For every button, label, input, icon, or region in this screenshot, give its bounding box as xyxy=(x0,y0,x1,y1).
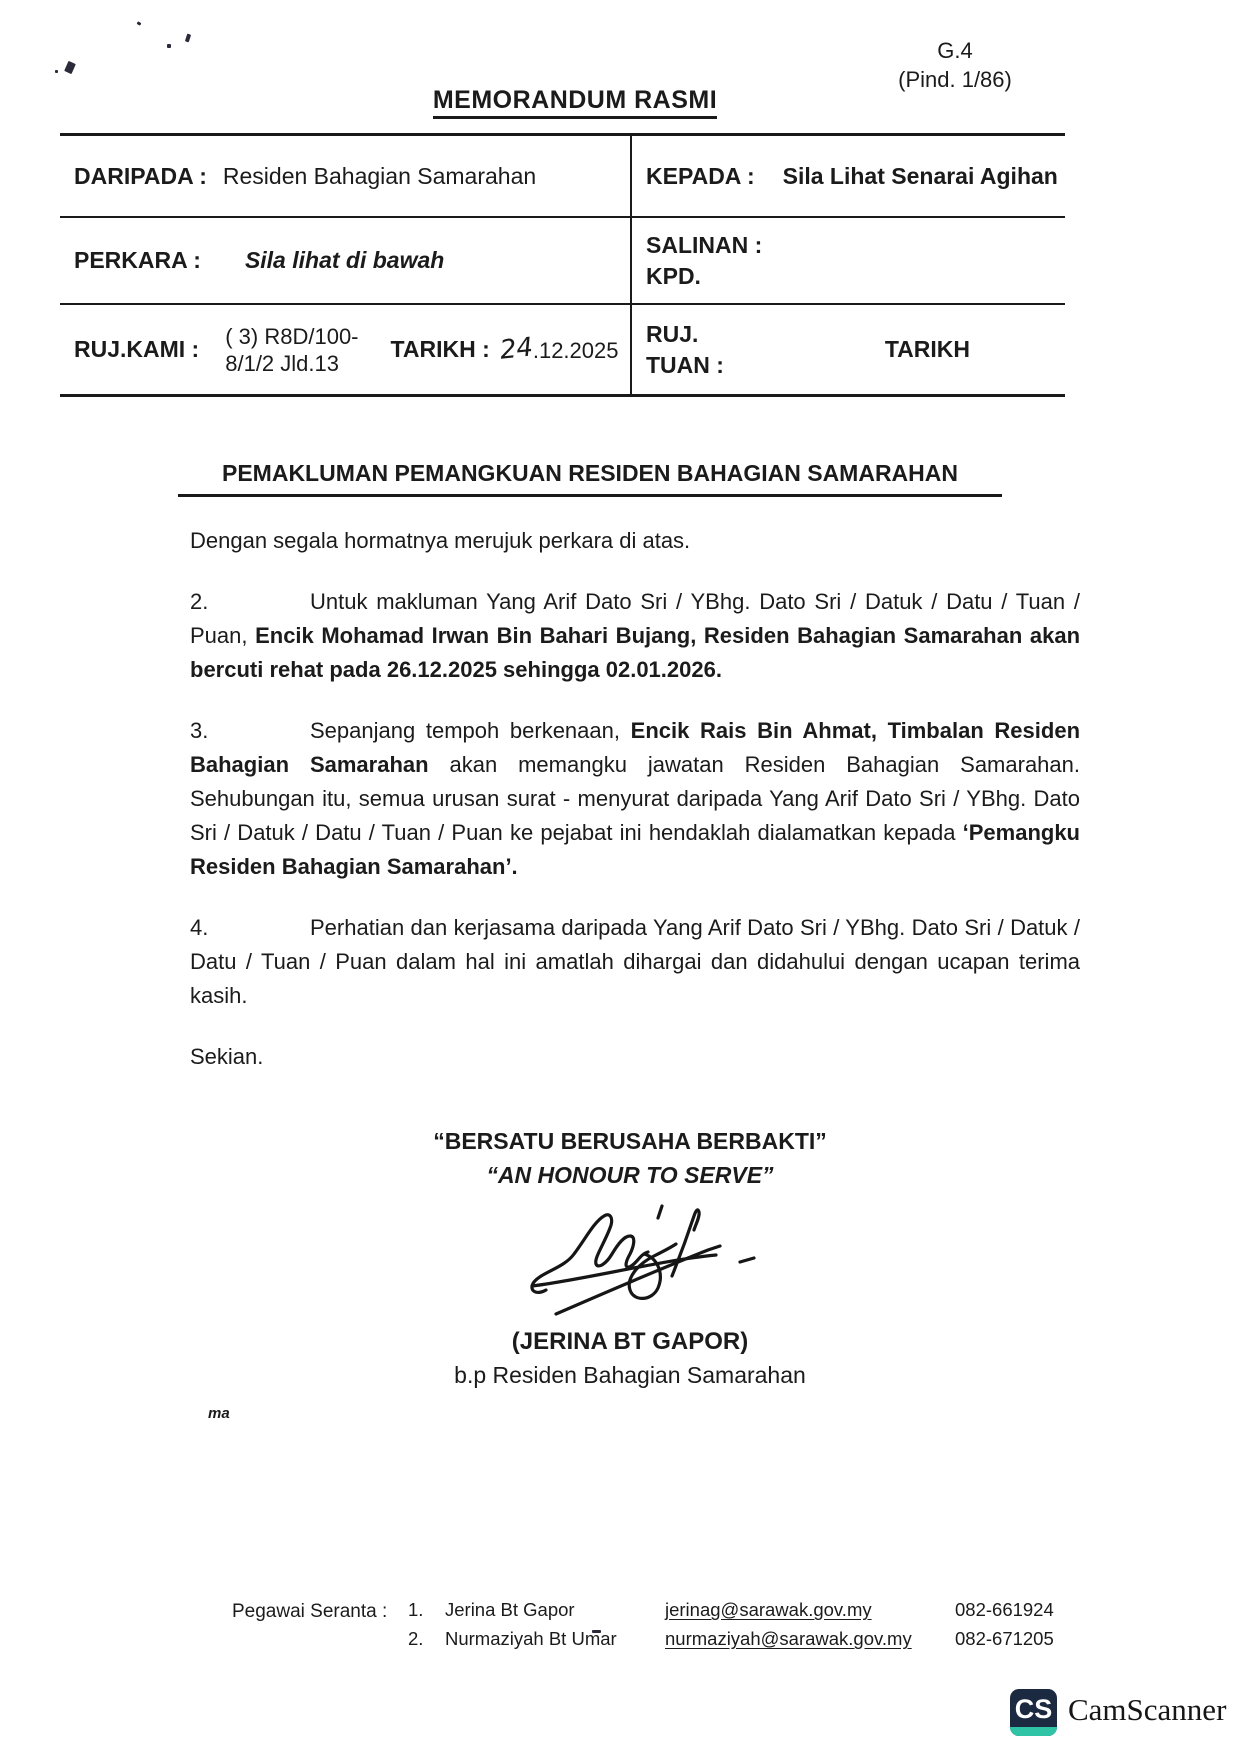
liaison-officer-row xyxy=(0,1599,1240,1625)
table-row-ref-date xyxy=(60,305,1065,397)
memo-body xyxy=(190,524,1080,1101)
salinan-label: SALINAN : xyxy=(646,231,763,258)
officer-email: jerinag@sarawak.gov.my xyxy=(665,1599,872,1620)
officer-number: 2. xyxy=(408,1628,424,1649)
tarikh-right-label: TARIKH xyxy=(884,336,970,362)
motto-line-1: “BERSATU BERUSAHA BERBAKTI” xyxy=(433,1128,827,1154)
scan-speck xyxy=(55,70,58,73)
paragraph-number: 2. xyxy=(190,589,209,614)
officer-name: Jerina Bt Gapor xyxy=(445,1599,575,1620)
cell-ruj-kami xyxy=(60,305,632,394)
camscanner-badge-text: CS xyxy=(1014,1694,1053,1724)
officer-number: 1. xyxy=(408,1599,424,1620)
paragraph-1: Dengan segala hormatnya merujuk perkara di atas. xyxy=(190,528,691,553)
paragraph-4: 4. Perhatian dan kerjasama daripada Yang Arif Dato Sri / YBhg. Dato Sri / Datuk / Datu / Tuan / Puan dalam hal ini amatlah dihargai dan didahului dengan ucapan terima kasih. xyxy=(190,911,1080,1013)
memo-header-table xyxy=(60,133,1065,397)
signatory-name: (JERINA BT GAPOR) xyxy=(511,1328,749,1355)
signature-scribble xyxy=(512,1198,762,1333)
liaison-officer-row xyxy=(0,1628,1240,1654)
liaison-officer-label: Pegawai Seranta : xyxy=(232,1601,388,1622)
document-title: MEMORANDUM RASMI xyxy=(0,86,1150,115)
cell-daripada xyxy=(60,136,632,216)
paragraph-2: 2. Untuk makluman Yang Arif Dato Sri / YBhg. Dato Sri / Datuk / Datu / Tuan / Puan, Encik Mohamad Irwan Bin Bahari Bujang, Residen Bahagian Samarahan akan bercuti rehat pada 26.12.2025 sehingga 02.01.2026. xyxy=(190,585,1080,687)
perkara-value: Sila lihat di bawah xyxy=(244,247,445,273)
kepada-label: KEPADA : xyxy=(646,162,755,189)
motto-block xyxy=(20,1124,1240,1192)
officer-email: nurmaziyah@sarawak.gov.my xyxy=(665,1628,912,1649)
ruj-tuan-line1: RUJ. xyxy=(646,320,699,347)
table-row-from-to xyxy=(60,136,1065,218)
cell-kepada xyxy=(632,136,1065,216)
scan-speck xyxy=(64,61,76,74)
camscanner-wordmark: CamScanner xyxy=(1068,1692,1227,1727)
tarikh-label: TARIKH : xyxy=(390,336,490,362)
perkara-label: PERKARA : xyxy=(74,247,201,273)
salinan-kpd: KPD. xyxy=(646,262,701,289)
typist-initials: ma xyxy=(208,1405,230,1422)
ruj-kami-value: ( 3) R8D/100- 8/1/2 Jld.13 xyxy=(225,323,359,376)
form-code-revision: (Pind. 1/86) xyxy=(898,67,1012,92)
closing-word: Sekian. xyxy=(190,1044,264,1069)
cell-perkara xyxy=(60,218,632,303)
handwritten-day: 24 xyxy=(498,331,535,366)
motto-line-2: “AN HONOUR TO SERVE” xyxy=(486,1162,774,1188)
ruj-kami-label: RUJ.KAMI : xyxy=(74,336,200,362)
officer-name: Nurmaziyah Bt Umar xyxy=(445,1628,617,1649)
camscanner-logo-icon xyxy=(1010,1689,1057,1736)
table-row-subject-copy xyxy=(60,218,1065,305)
officer-phone: 082-661924 xyxy=(955,1599,1054,1620)
daripada-label: DARIPADA : xyxy=(74,162,207,189)
subject-heading: PEMAKLUMAN PEMANGKUAN RESIDEN BAHAGIAN SAMARAHAN xyxy=(0,460,1180,497)
paragraph-number: 3. xyxy=(190,718,209,743)
signatory-behalf: b.p Residen Bahagian Samarahan xyxy=(454,1362,806,1388)
daripada-value: Residen Bahagian Samarahan xyxy=(222,162,537,189)
kepada-value: Sila Lihat Senarai Agihan xyxy=(782,162,1058,189)
scan-speck xyxy=(137,21,142,26)
scan-speck xyxy=(185,34,191,43)
paragraph-number: 4. xyxy=(190,915,209,940)
ruj-tuan-line2: TUAN : xyxy=(646,351,724,378)
tarikh-value: 24.12.2025 xyxy=(498,331,619,366)
cell-ruj-tuan xyxy=(632,305,1065,394)
officer-phone: 082-671205 xyxy=(955,1628,1054,1649)
cell-salinan xyxy=(632,218,1065,303)
camscanner-accent-strip xyxy=(1010,1727,1057,1736)
scan-speck xyxy=(167,44,171,48)
form-code-number: G.4 xyxy=(937,38,973,63)
paragraph-3: 3. Sepanjang tempoh berkenaan, Encik Rais Bin Ahmat, Timbalan Residen Bahagian Samarahan akan memangku jawatan Residen Bahagian Samarahan. Sehubungan itu, semua urusan surat - menyurat daripada Yang Arif Dato Sri / YBhg. Dato Sri / Datuk / Datu / Tuan / Puan ke pejabat ini hendaklah dialamatkan kepada ‘Pemangku Residen Bahagian Samarahan’. xyxy=(190,714,1080,884)
